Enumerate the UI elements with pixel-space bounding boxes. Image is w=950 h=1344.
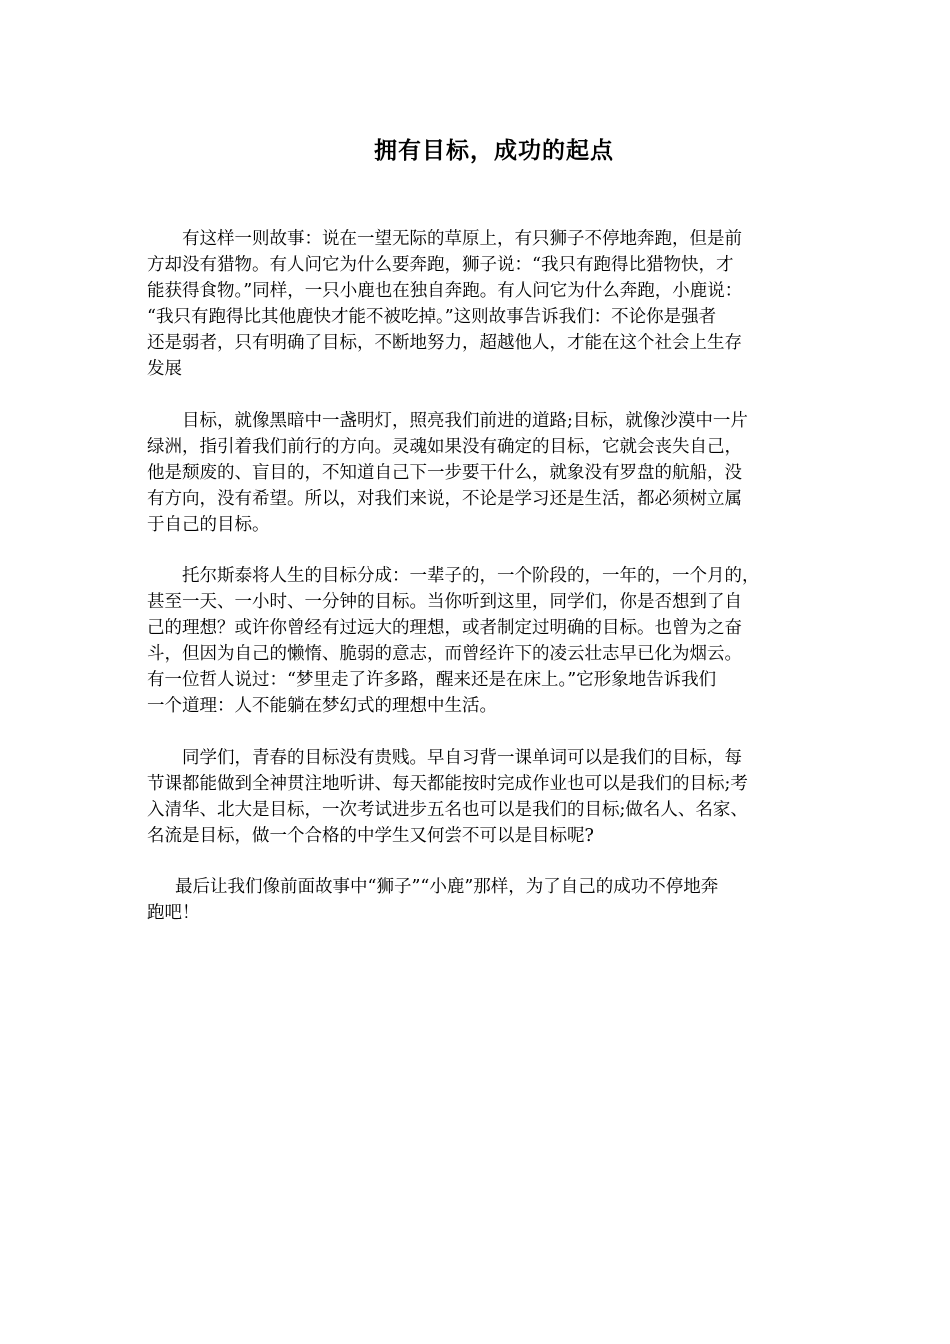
paragraph-line: 他是颓废的、盲目的，不知道自己下一步要干什么，就象没有罗盘的航船，没 bbox=[147, 462, 742, 483]
paragraph-line: “我只有跑得比其他鹿快才能不被吃掉。”这则故事告诉我们：不论你是强者 bbox=[147, 307, 717, 327]
paragraph-line: 有一位哲人说过：“梦里走了许多路，醒来还是在床上。”它形象地告诉我们 bbox=[147, 670, 717, 690]
paragraph-line: 有方向，没有希望。所以，对我们来说，不论是学习还是生活，都必须树立属 bbox=[147, 488, 742, 509]
paragraph-line: 一个道理：人不能躺在梦幻式的理想中生活。 bbox=[147, 696, 497, 716]
paragraph-line: 能获得食物。”同样，一只小鹿也在独自奔跑。有人问它为什么奔跑，小鹿说： bbox=[147, 281, 743, 301]
paragraph-youth-goals bbox=[147, 745, 819, 849]
paragraph-line: 同学们，青春的目标没有贵贱。早自习背一课单词可以是我们的目标，每 bbox=[182, 747, 742, 768]
paragraph-line: 节课都能做到全神贯注地听讲、每天都能按时完成作业也可以是我们的目标;考 bbox=[147, 773, 748, 794]
paragraph-tolstoy bbox=[147, 563, 819, 719]
paragraph-line: 最后让我们像前面故事中“狮子”“小鹿”那样，为了自己的成功不停地奔 bbox=[175, 877, 719, 897]
paragraph-line: 入清华、北大是目标，一次考试进步五名也可以是我们的目标;做名人、名家、 bbox=[147, 799, 748, 820]
paragraph-line: 跑吧！ bbox=[147, 903, 200, 923]
paragraph-line: 斗，但因为自己的懒惰、脆弱的意志，而曾经许下的凌云壮志早已化为烟云。 bbox=[147, 644, 742, 664]
document-title: 拥有目标，成功的起点 bbox=[374, 137, 614, 164]
paragraph-conclusion bbox=[147, 874, 819, 926]
paragraph-line: 甚至一天、一小时、一分钟的目标。当你听到这里，同学们，你是否想到了自 bbox=[147, 592, 742, 612]
paragraph-line: 绿洲，指引着我们前行的方向。灵魂如果没有确定的目标，它就会丧失自己， bbox=[147, 436, 742, 457]
paragraph-line: 名流是目标，做一个合格的中学生又何尝不可以是目标呢? bbox=[147, 825, 594, 846]
document-body bbox=[147, 226, 819, 952]
paragraph-line: 己的理想？或许你曾经有过远大的理想，或者制定过明确的目标。也曾为之奋 bbox=[147, 618, 742, 638]
paragraph-line: 托尔斯泰将人生的目标分成：一辈子的，一个阶段的，一年的，一个月的， bbox=[182, 566, 760, 586]
paragraph-line: 方却没有猎物。有人问它为什么要奔跑，狮子说：“我只有跑得比猎物快，才 bbox=[147, 255, 734, 275]
paragraph-line: 于自己的目标。 bbox=[147, 514, 270, 535]
paragraph-goal-lamp bbox=[147, 408, 819, 538]
paragraph-line: 还是弱者，只有明确了目标，不断地努力，超越他人，才能在这个社会上生存 bbox=[147, 333, 742, 353]
paragraph-line: 发展 bbox=[147, 359, 182, 379]
paragraph-line: 目标，就像黑暗中一盏明灯，照亮我们前进的道路;目标，就像沙漠中一片 bbox=[182, 410, 748, 431]
paragraph-line: 有这样一则故事：说在一望无际的草原上，有只狮子不停地奔跑，但是前 bbox=[182, 229, 742, 249]
paragraph-lion-story bbox=[147, 226, 819, 382]
